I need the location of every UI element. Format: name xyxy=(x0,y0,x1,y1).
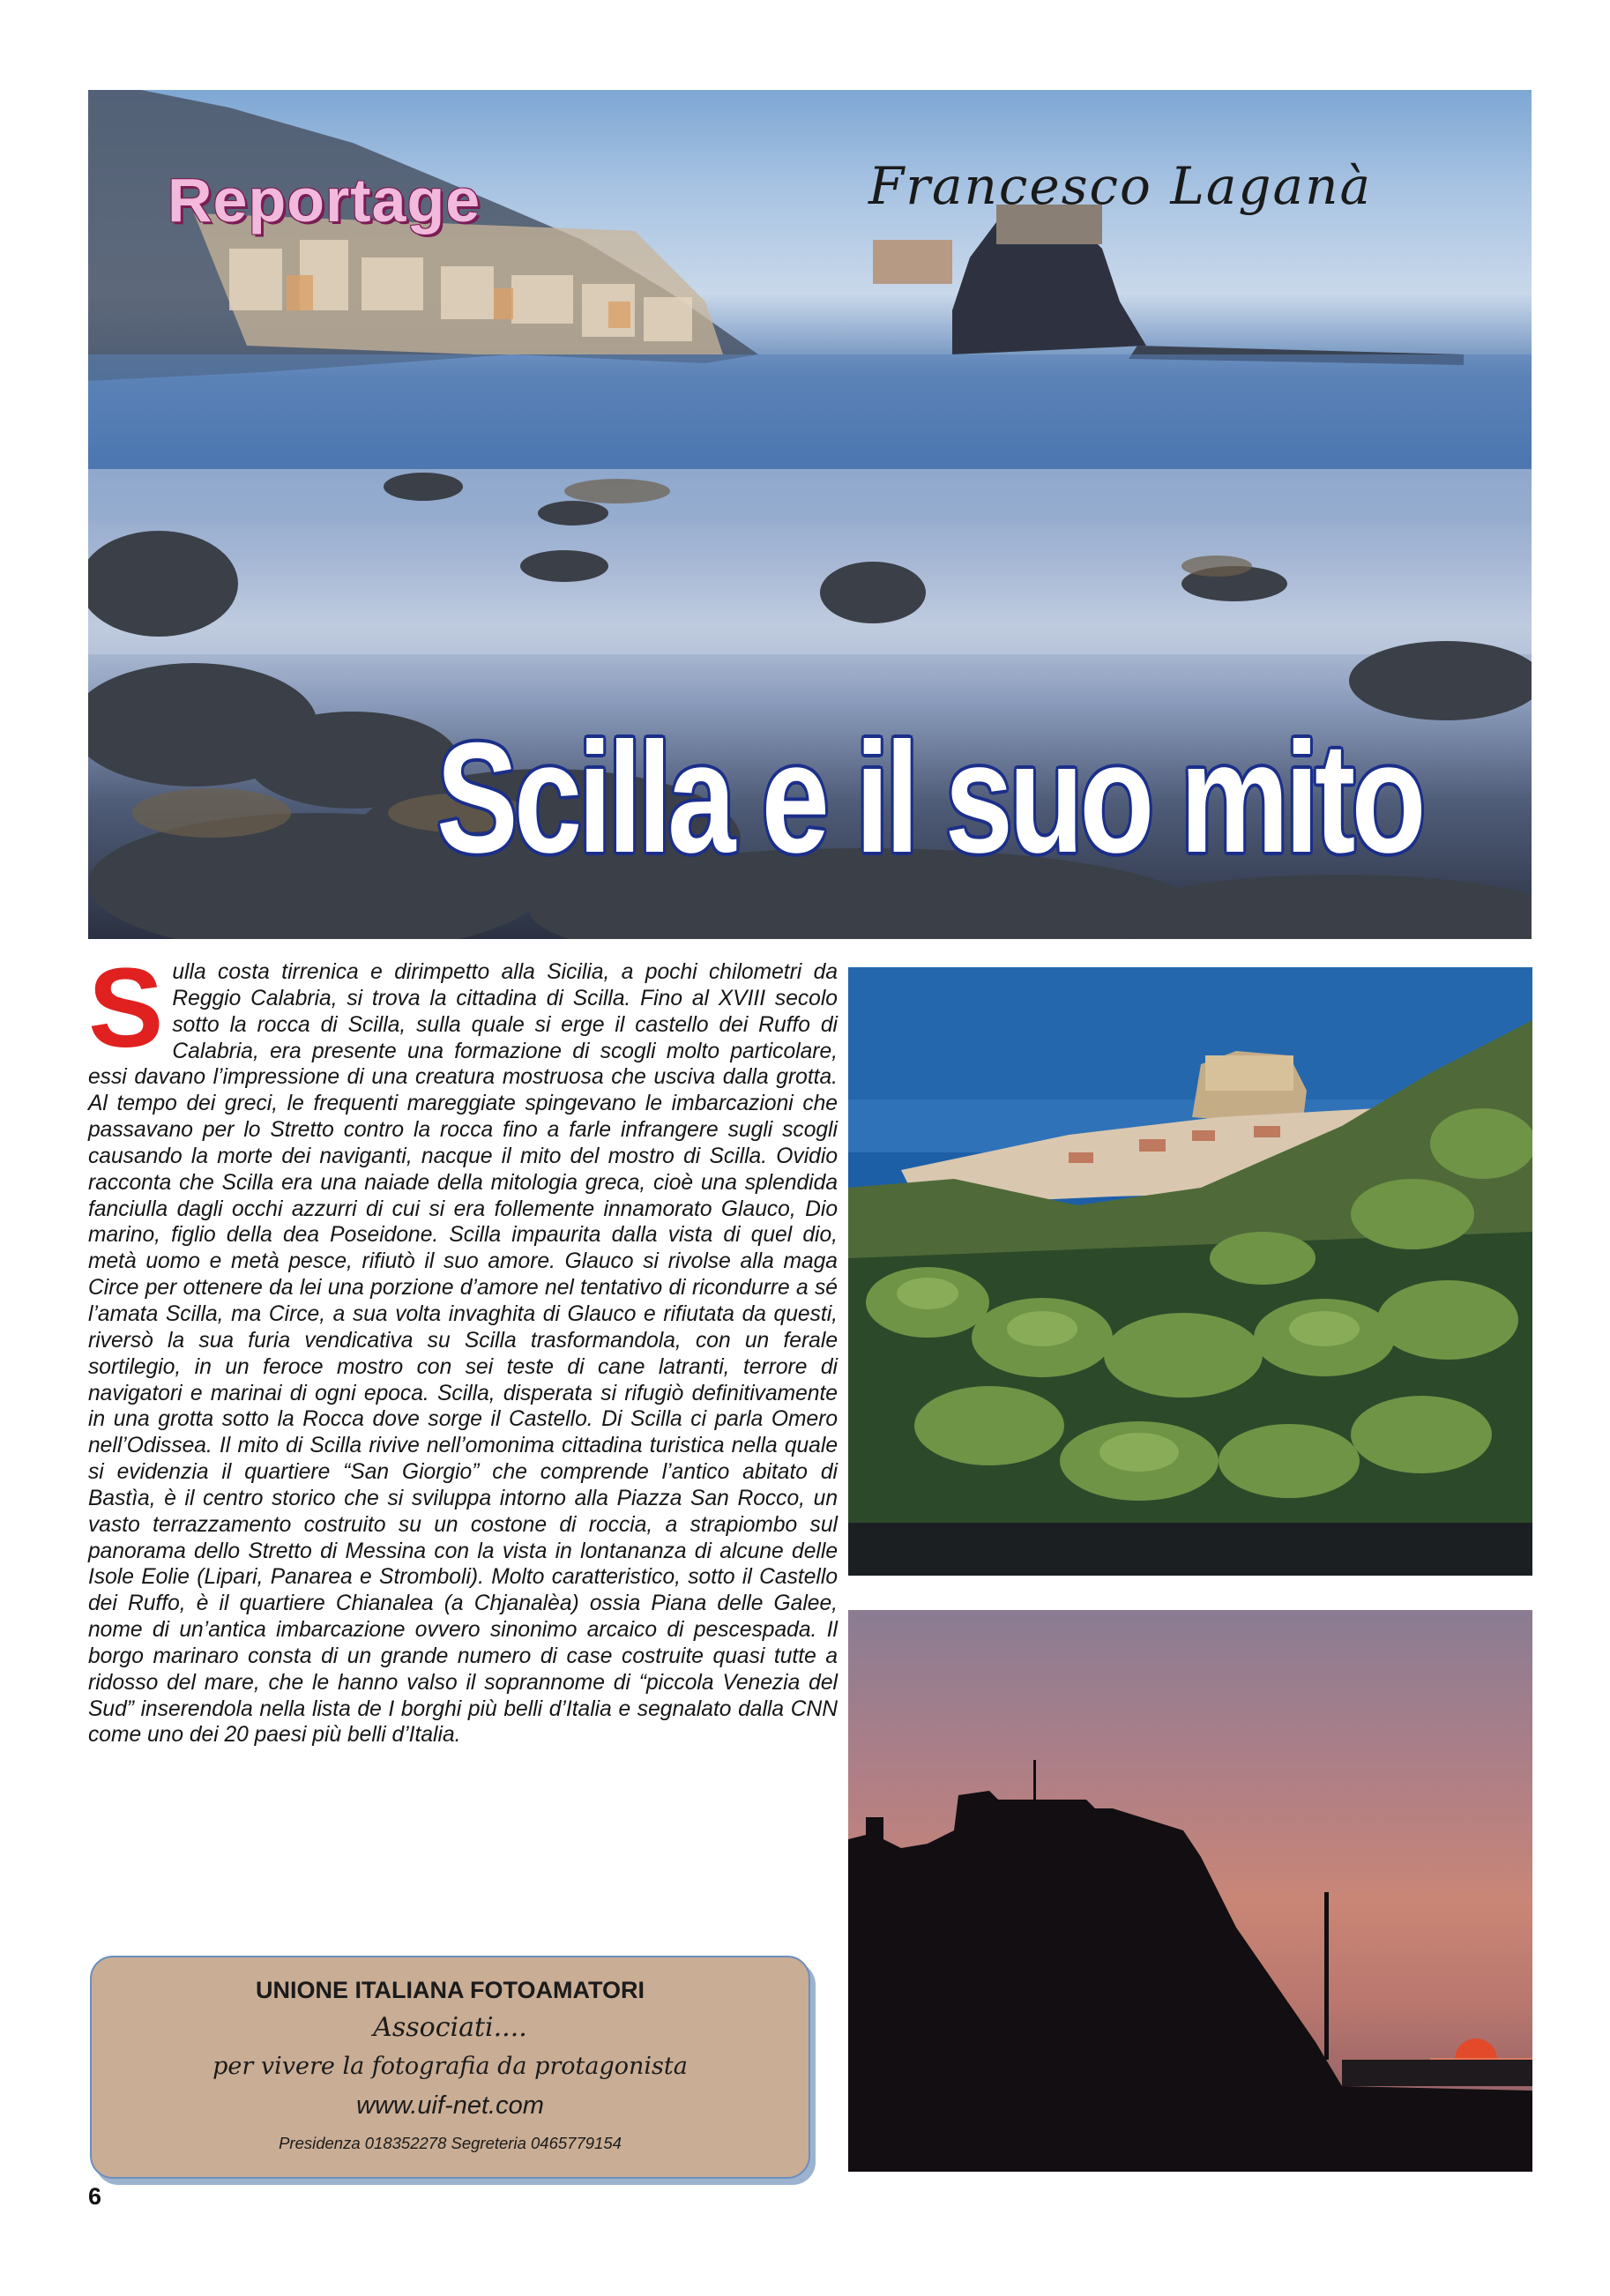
sunset-scenery xyxy=(848,1610,1532,2172)
ad-tagline-1: Associati.... xyxy=(373,2012,527,2043)
ad-website-link[interactable]: www.uif-net.com xyxy=(356,2091,544,2120)
photo-castle-sunset xyxy=(848,1610,1532,2172)
author-byline: Francesco Laganà xyxy=(868,156,1373,216)
ad-tagline-2: per vivere la fotografia da protagonista xyxy=(212,2053,688,2080)
uif-ad-box xyxy=(90,1956,810,2179)
drop-cap: S xyxy=(88,945,164,1071)
ad-title: UNIONE ITALIANA FOTOAMATORI xyxy=(256,1977,645,2003)
article-body xyxy=(88,945,838,1748)
hero-photo-scilla-coast xyxy=(88,90,1532,939)
article-text: ulla costa tirrenica e dirimpetto alla Sicilia, a pochi chilometri da Reggio Calabria, si trova la cittadina di Scilla. Fino al XVIII secolo sotto la rocca di Scilla, sulla quale si erge il castello dei Ruffo di Calabria, era presente una formazione di scogli molto particolare, essi davano l’impressione di una creatura mostruosa che usciva dalla grotta. Al tempo dei greci, le frequenti mareggiate spingevano le imbarcazioni che passavano per lo Stretto contro la rocca fino a farle infrangere sugli scogli causando la morte dei naviganti, nacque il mito del mostro di Scilla. Ovidio racconta che Scilla era una naiade della mitologia greca, cioè una splendida fanciulla dagli occhi azzurri di cui si era follemente innamorato Glauco, Dio marino, figlio della dea Poseidone. Scilla impaurita dalla vista di quel dio, metà uomo e metà pesce, rifiutò il suo amore. Glauco si rivolse alla maga Circe per ottenere da lei una porzione d’amore nel tentativo di ricondurre a sé l’amata Scilla, ma Circe, a sua volta invaghita di Glauco e rifiutata da questi, riversò la sua furia vendicativa su Scilla trasformandola, con un ferale sortilegio, in un feroce mostro con sei teste di cane latranti, terrore di navigatori e marinai di ogni epoca. Scilla, disperata si rifugiò definitivamente in una grotta sotto la Rocca dove sorge il Castello. Di Scilla ci parla Omero nell’Odissea. Il mito di Scilla rivive nell’omonima cittadina turistica nella quale si evidenzia il quartiere “San Giorgio” che comprende l’antico abitato di Bastìa, è il centro storico che si sviluppa intorno alla Piazza San Rocco, un vasto terrazzamento costruito su un costone di roccia, a strapiombo sul panorama dello Stretto di Messina con la vista in lontananza di alcune delle Isole Eolie (Lipari, Panarea e Stromboli). Molto caratteristico, sotto il Castello dei Ruffo, è il quartiere Chianalea (a Chjanalèa) ossia Piana delle Galee, nome di un’antica imbarcazione ovvero sinonimo arcaico di pescespada. Il borgo marinaro consta di un grande numero di case costruite quasi tutte a ridosso del mare, che le hanno valso il soprannome di “piccola Venezia del Sud” inserendola nella lista de I borghi più belli d’Italia e segnalato dalla CNN come uno dei 20 paesi più belli d’Italia. xyxy=(88,960,838,1748)
ad-contacts: Presidenza 018352278 Segreteria 0465779154 xyxy=(279,2134,622,2152)
section-kicker: Reportage xyxy=(168,166,481,235)
castle-scenery xyxy=(848,967,1532,1576)
page-number: 6 xyxy=(88,2183,102,2210)
article-headline: Scilla e il suo mito xyxy=(436,710,1422,885)
photo-castle-overview xyxy=(848,967,1532,1576)
